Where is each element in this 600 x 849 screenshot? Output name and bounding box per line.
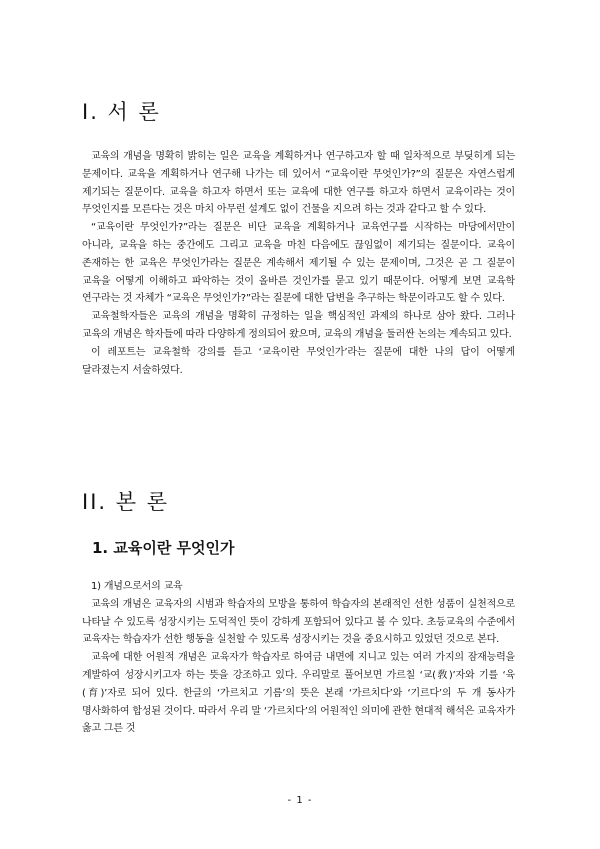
- subsection-heading: 1. 교육이란 무엇인가: [92, 539, 235, 557]
- introduction-body: [82, 148, 515, 379]
- body-text: [82, 578, 515, 738]
- paragraph: 이 레포트는 교육철학 강의를 듣고 ‘교육이란 무엇인가’라는 질문에 대한 나의 답이 어떻게 달라졌는지 서술하였다.: [82, 346, 515, 376]
- paragraph: 교육철학자들은 교육의 개념을 명확히 규정하는 일을 핵심적인 과제의 하나로 삼아 왔다. 그러나 교육의 개념은 학자들에 따라 다양하게 정의되어 왔으며, 교육의 개념을 둘러싼 논의는 계속되고 있다.: [82, 311, 515, 340]
- paragraph: 교육의 개념을 명확히 밝히는 일은 교육을 계획하거나 연구하고자 할 때 일차적으로 부딪히게 되는 문제이다. 교육을 계획하거나 연구해 나가는 데 있어서 “교육이란 무엇인가?”의 질문은 자연스럽게 제기되는 질문이다. 교육을 하고자 하면서 또는 교육에 대한 연구를 하고자 하면서 교육이라는 것이 무엇인지를 모른다는 것은 마치 아무런 설계도 없이 건물을 지으려 하는 것과 같다고 할 수 있다.: [82, 151, 515, 216]
- paragraph: 교육에 대한 어원적 개념은 교육자가 학습자로 하여금 내면에 지니고 있는 여러 가지의 잠재능력을 계발하여 성장시키고자 하는 뜻을 강조하고 있다. 우리말로 풀어보면 가르칠 ‘교(敎)’자와 기를 ‘육(育)’자로 되어 있다. 한글의 ‘가르치고 기름’의 뜻은 본래 ‘가르치다’와 ‘기르다’의 두 개 동사가 명사화하여 합성된 것이다. 따라서 우리 말 ‘가르치다’의 어원적인 의미에 관한 현대적 해석은 교육자가 옳고 그른 것: [82, 652, 515, 735]
- subsubsection-heading: 1) 개념으로서의 교육: [91, 581, 183, 592]
- section-heading-introduction: I. 서 론: [82, 100, 161, 124]
- page-number: - 1 -: [287, 795, 313, 806]
- paragraph: “교육이란 무엇인가?”라는 질문은 비단 교육을 계획하거나 교육연구를 시작하는 마당에서만이 아니라, 교육을 하는 중간에도 그리고 교육을 마친 다음에도 끊임없이 제기되는 질문이다. 교육이 존재하는 한 교육은 무엇인가라는 질문은 계속해서 제기될 수 있는 문제이며, 그것은 곧 그 질문이 교육을 어떻게 이해하고 파악하는 것이 올바른 것인가를 묻고 있기 때문이다. 어떻게 보면 교육학 연구라는 것 자체가 “교육은 무엇인가?”라는 질문에 대한 답변을 추구하는 학문이라고도 할 수 있다.: [82, 222, 515, 305]
- paragraph: 교육의 개념은 교육자의 시범과 학습자의 모방을 통하여 학습자의 본래적인 선한 성품이 실천적으로 나타날 수 있도록 성장시키는 도덕적인 뜻이 강하게 포함되어 있다고 볼 수 있다. 초등교육의 수준에서 교육자는 학습자가 선한 행동을 실천할 수 있도록 성장시키는 것을 중요시하고 있었던 것으로 본다.: [82, 598, 515, 646]
- section-heading-body: II. 본 론: [82, 490, 169, 514]
